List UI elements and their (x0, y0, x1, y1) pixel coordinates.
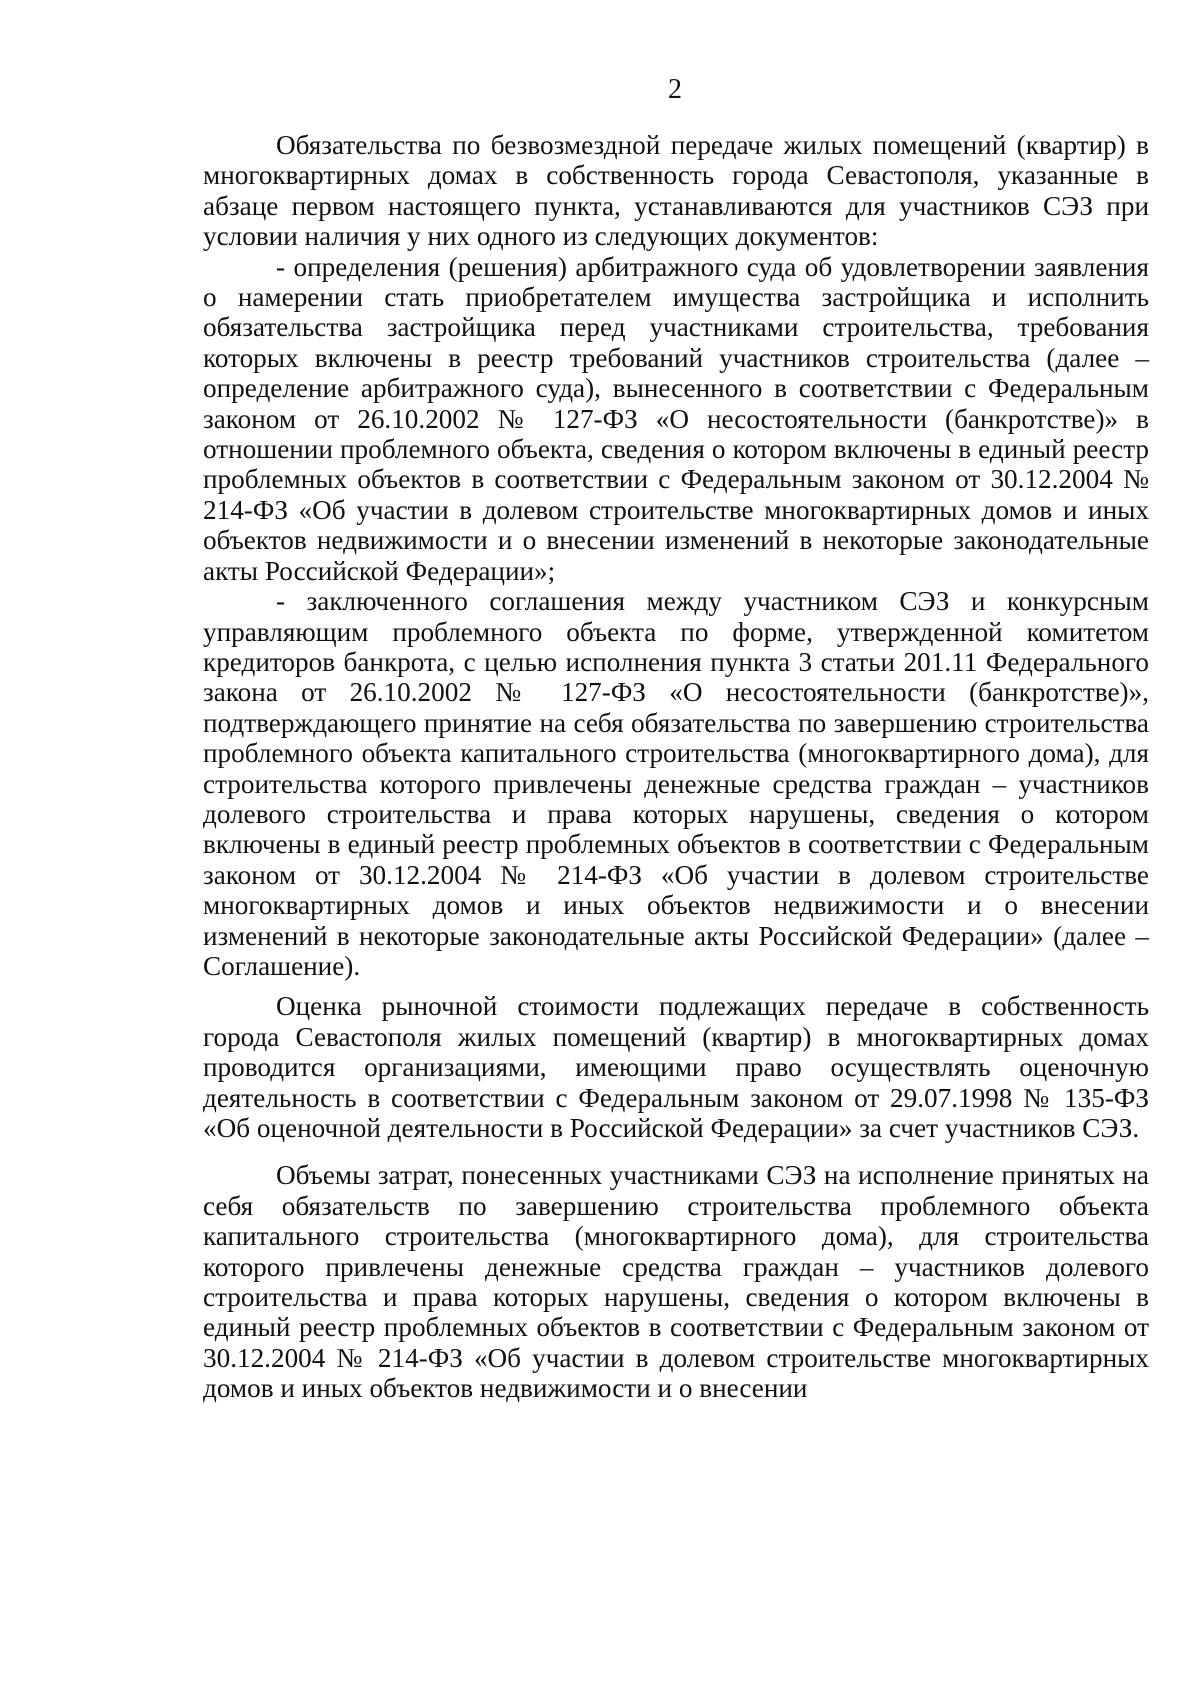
paragraph-agreement: - заключенного соглашения между участником СЭЗ и конкурсным управляющим проблемного объекта по форме, утвержденной комитетом кредиторов банкрота, с целью исполнения пункта 3 статьи 201.11 Федерального закона от 26.10.2002 № 127-ФЗ «О несостоятельности (банкротстве)», подтверждающего принятие на себя обязательства по завершению строительства проблемного объекта капитального строительства (многоквартирного дома), для строительства которого привлечены денежные средства граждан – участников долевого строительства и права которых нарушены, сведения о котором включены в единый реестр проблемных объектов в соответствии с Федеральным законом от 30.12.2004 № 214-ФЗ «Об участии в долевом строительстве многоквартирных домов и иных объектов недвижимости и о внесении изменений в некоторые законодательные акты Российской Федерации» (далее – Соглашение). (203, 586, 1149, 981)
paragraph-court-ruling: - определения (решения) арбитражного суда об удовлетворении заявления о намерении стать приобретателем имущества застройщика и исполнить обязательства застройщика перед участниками строительства, требования которых включены в реестр требований участников строительства (далее – определение арбитражного суда), вынесенного в соответствии с Федеральным законом от 26.10.2002 № 127-ФЗ «О несостоятельности (банкротстве)» в отношении проблемного объекта, сведения о котором включены в единый реестр проблемных объектов в соответствии с Федеральным законом от 30.12.2004 № 214-ФЗ «Об участии в долевом строительстве многоквартирных домов и иных объектов недвижимости и о внесении изменений в некоторые законодательные акты Российской Федерации»; (203, 251, 1149, 586)
page-number: 2 (668, 74, 682, 105)
paragraph-obligations: Обязательства по безвозмездной передаче жилых помещений (квартир) в многоквартирных домах в собственность города Севастополя, указанные в абзаце первом настоящего пункта, устанавливаются для участников СЭЗ при условии наличия у них одного из следующих документов: (203, 130, 1149, 252)
paragraph-market-valuation: Оценка рыночной стоимости подлежащих передаче в собственность города Севастополя жилых помещений (квартир) в многоквартирных домах проводится организациями, имеющими право осуществлять оценочную деятельность в соответствии с Федеральным законом от 29.07.1998 № 135-ФЗ «Об оценочной деятельности в Российской Федерации» за счет участников СЭЗ. (203, 991, 1149, 1143)
paragraph-expense-volumes: Объемы затрат, понесенных участниками СЭЗ на исполнение принятых на себя обязательств по завершению строительства проблемного объекта капитального строительства (многоквартирного дома), для строительства которого привлечены денежные средства граждан – участников долевого строительства и права которых нарушены, сведения о котором включены в единый реестр проблемных объектов в соответствии с Федеральным законом от 30.12.2004 № 214-ФЗ «Об участии в долевом строительстве многоквартирных домов и иных объектов недвижимости и о внесении (203, 1160, 1149, 1404)
document-body (203, 130, 1149, 1404)
